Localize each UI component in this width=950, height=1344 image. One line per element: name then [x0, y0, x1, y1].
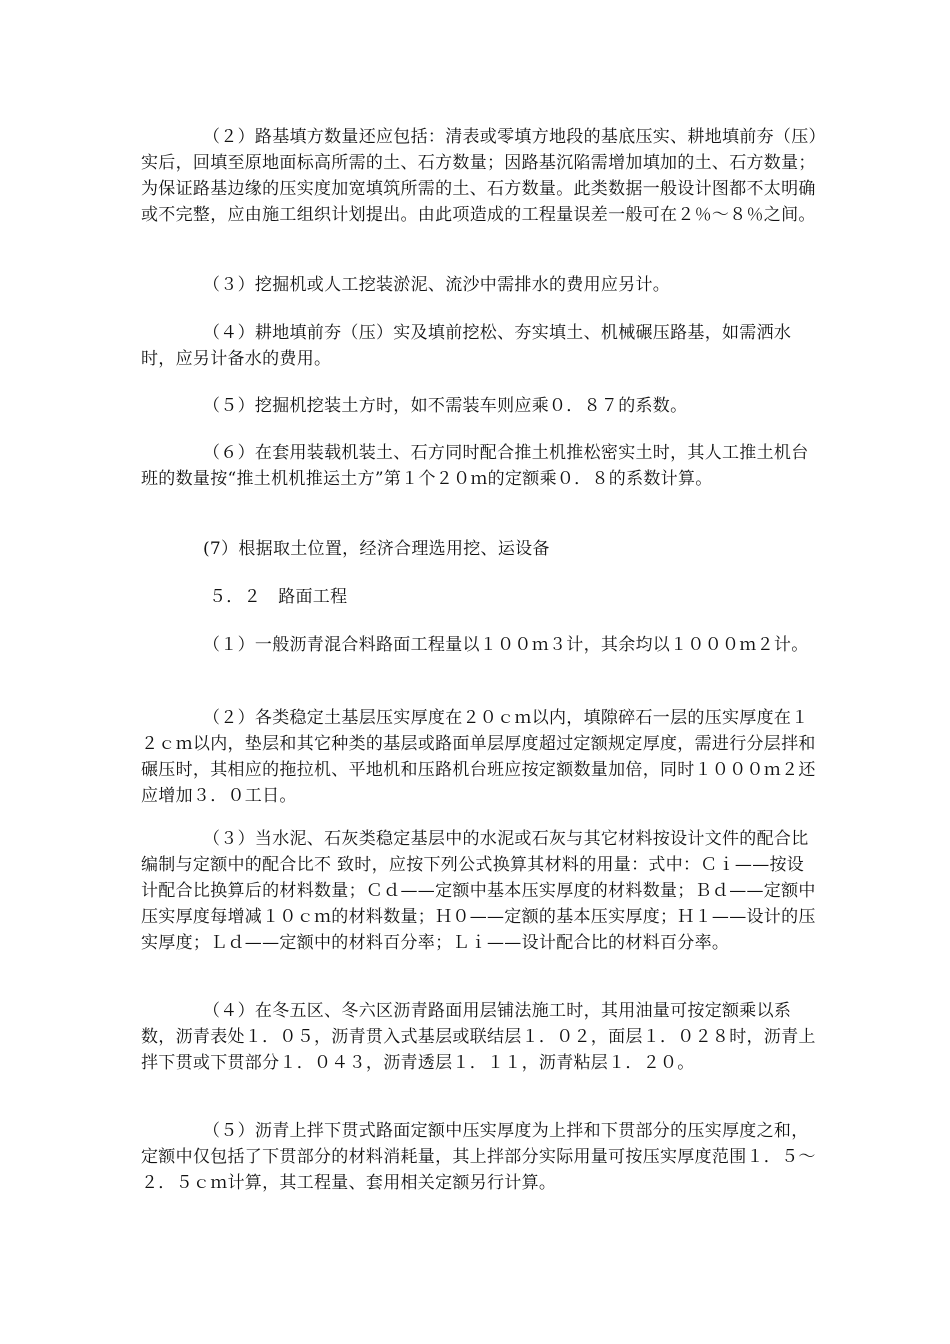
paragraph-3-drainage: （３）挖掘机或人工挖装淤泥、流沙中需排水的费用应另计。 — [203, 275, 671, 295]
paragraph-5-excavator: （５）挖掘机挖装土方时，如不需装车则应乘０．８７的系数。 — [203, 396, 688, 416]
paragraph-pavement-1: （１）一般沥青混合料路面工程量以１００ｍ３计，其余均以１０００ｍ２计。 — [203, 635, 809, 655]
paragraph-2-fill-quantity: （２）路基填方数量还应包括：清表或零填方地段的基底压实、耕地填前夯（压）实后，回填至原地面标高所需的土、石方数量；因路基沉陷需增加填加的土、石方数量；为保证路基边缘的压实度加宽填筑所需的土、石方数量。此类数据一般设计图都不太明确或不完整，应由施工组织计划提出。由此项造成的工程量误差一般可在２％～８％之间。 — [141, 127, 818, 225]
paragraph-6-bulldozer: （６）在套用装载机装土、石方同时配合推土机推松密实土时，其人工推土机台班的数量按“推土机机推运土方”第１个２０ｍ的定额乘０．８的系数计算。 — [141, 443, 809, 489]
paragraph-pavement-4: （４）在冬五区、冬六区沥青路面用层铺法施工时，其用油量可按定额乘以系数，沥青表处１．０５，沥青贯入式基层或联结层１．０２，面层１．０２８时，沥青上拌下贯或下贯部分１．０４３，沥青透层１．１１，沥青粘层１．２０。 — [141, 1001, 816, 1073]
section-heading-pavement: ５．２ 路面工程 — [209, 587, 348, 607]
paragraph-pavement-2: （２）各类稳定土基层压实厚度在２０ｃｍ以内，填隙碎石一层的压实厚度在１２ｃｍ以内，垫层和其它种类的基层或路面单层厚度超过定额规定厚度，需进行分层拌和碾压时，其相应的拖拉机、平地机和压路机台班应按定额数量加倍，同时１０００ｍ２还应增加３．０工日。 — [141, 708, 816, 806]
paragraph-pavement-5: （５）沥青上拌下贯式路面定额中压实厚度为上拌和下贯部分的压实厚度之和，定额中仅包括了下贯部分的材料消耗量，其上拌部分实际用量可按压实厚度范围１．５～２．５ｃｍ计算，其工程量、套用相关定额另行计算。 — [141, 1121, 816, 1193]
paragraph-4-watering: （４）耕地填前夯（压）实及填前挖松、夯实填土、机械碾压路基，如需洒水时，应另计备水的费用。 — [141, 323, 792, 369]
paragraph-pavement-3: （３）当水泥、石灰类稳定基层中的水泥或石灰与其它材料按设计文件的配合比编制与定额中的配合比不 致时，应按下列公式换算其材料的用量：式中：Ｃｉ——按设计配合比换算后的材料数量；Ｃｄ——定额中基本压实厚度的材料数量；Ｂｄ——定额中压实厚度每增减１０ｃｍ的材料数量；Ｈ０——定额的基本压实厚度；Ｈ１——设计的压实厚度；Ｌｄ——定额中的材料百分率；Ｌｉ——设计配合比的材料百分率。 — [141, 829, 816, 953]
paragraph-7-equipment: (7）根据取土位置，经济合理选用挖、运设备 — [203, 539, 550, 559]
